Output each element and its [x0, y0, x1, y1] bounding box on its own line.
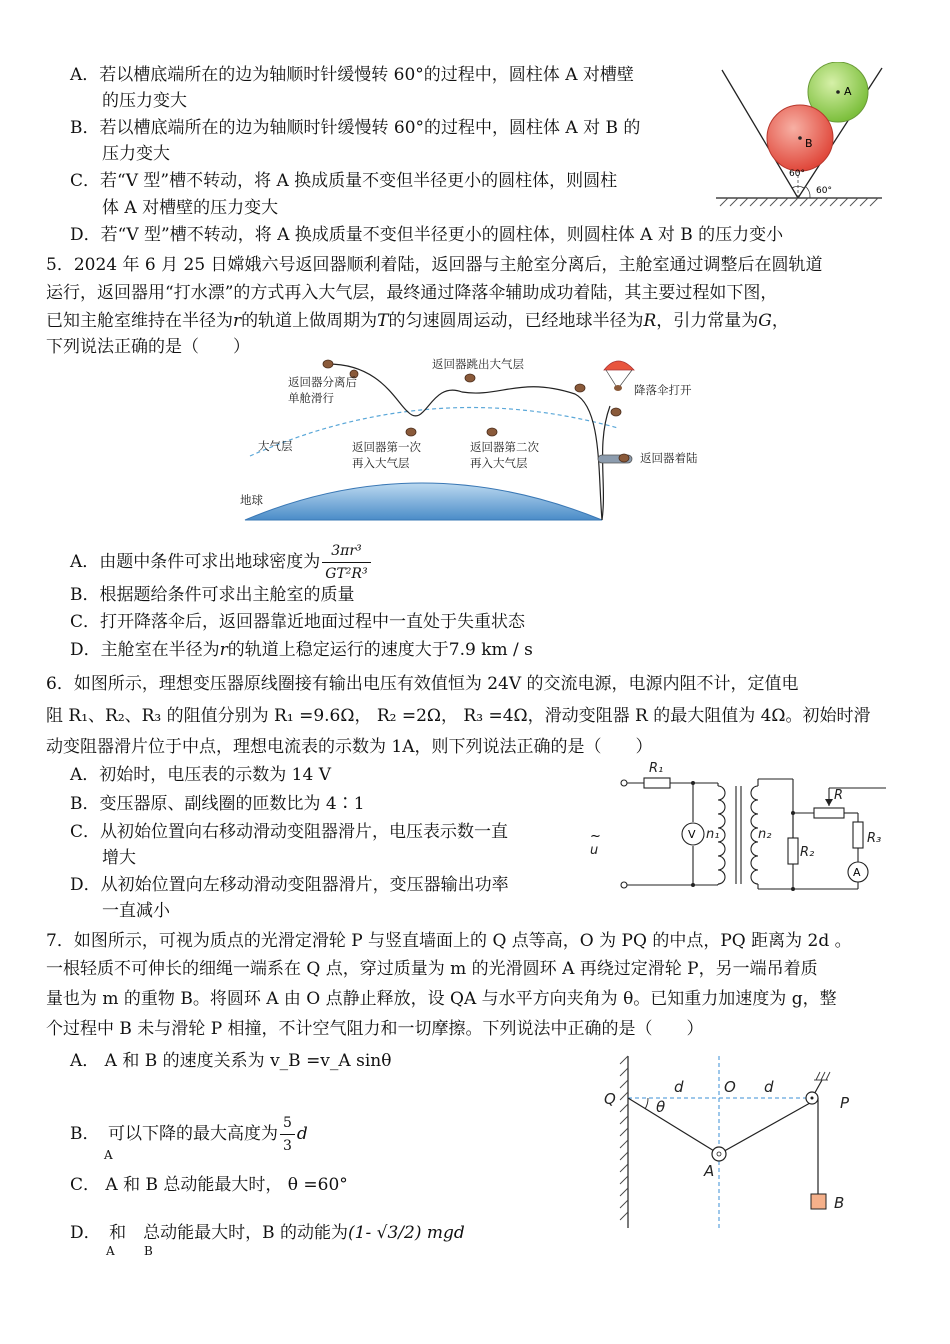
label-n2: n₂ — [758, 827, 772, 842]
label-r2: R₂ — [800, 845, 815, 860]
label-glide: 单舱滑行 — [288, 391, 334, 405]
label-first-reentry-2: 再入大气层 — [352, 456, 410, 470]
q5-option-b: B．根据题给条件可求出主舱室的质量 — [70, 585, 355, 605]
q4-option-c-line2: 体 A 对槽壁的压力变大 — [102, 198, 279, 218]
label-a: A — [704, 1162, 715, 1180]
label-landing: 返回器着陆 — [640, 451, 698, 465]
q6-option-c-line1: C．从初始位置向右移动滑动变阻器滑片，电压表示数一直 — [70, 822, 509, 842]
q4-option-c-line1: C．若“V 型”槽不转动，将 A 换成质量不变但半径更小的圆柱体，则圆柱 — [70, 171, 618, 191]
label-d-right: d — [764, 1078, 774, 1096]
q6-option-c-line2: 增大 — [102, 848, 136, 868]
label-r1: R₁ — [649, 761, 664, 776]
q6-option-d-line1: D．从初始位置向左移动滑动变阻器滑片，变压器输出功率 — [70, 875, 509, 895]
q7-option-d-sub-a: A — [106, 1244, 115, 1258]
q7-option-d: D． 和 总动能最大时，B 的动能为(1- √3/2) mgd — [70, 1223, 465, 1243]
label-atmosphere: 大气层 — [258, 439, 293, 453]
q7-option-c: C． A 和 B 总动能最大时， θ =60° — [70, 1175, 348, 1195]
q5-stem-line1: 5．2024 年 6 月 25 日嫦娥六号返回器顺利着陆，返回器与主舱室分离后，主舱室通过调整后在圆轨道 — [46, 255, 823, 275]
label-r3: R₃ — [867, 831, 882, 846]
q6-stem-line3: 动变阻器滑片位于中点，理想电流表的示数为 1A，则下列说法正确的是（ ） — [46, 737, 653, 757]
q6-circuit-figure — [586, 756, 886, 894]
q4-option-d: D．若“V 型”槽不转动，将 A 换成质量不变但半径更小的圆柱体，则圆柱体 A 对 B 的压力变小 — [70, 225, 784, 245]
q7-option-b: B． 可以下降的最大高度为 $\frac{5}{3}$ d — [70, 1112, 308, 1157]
q5-option-c: C．打开降落伞后，返回器靠近地面过程中一直处于失重状态 — [70, 612, 526, 632]
q5-option-a: A．由题中条件可求出地球密度为 $\frac{\text{3πr³}}{\text{GT²R³}}$ — [70, 540, 373, 585]
label-u: u — [590, 843, 599, 858]
resistor-r2 — [788, 838, 798, 864]
q4-option-a-line2: 的压力变大 — [102, 91, 187, 111]
q5-stem-line4: 下列说法正确的是（ ） — [46, 337, 250, 357]
resistor-r3 — [853, 822, 863, 848]
q4-label-b: B — [805, 137, 813, 150]
q6-stem-line1: 6．如图所示，理想变压器原线圈接有输出电压有效值恒为 24V 的交流电源，电源内阻不计，定值电 — [46, 674, 799, 694]
label-first-reentry-1: 返回器第一次 — [352, 440, 421, 454]
label-a: A — [853, 866, 861, 879]
q6-option-b: B．变压器原、副线圈的匝数比为 4∶1 — [70, 794, 365, 814]
earth-shape — [245, 483, 602, 520]
q4-angle-1: 60° — [789, 169, 805, 179]
label-v: V — [688, 828, 696, 841]
q5-return-trajectory-figure — [230, 354, 730, 528]
weight-b — [811, 1194, 826, 1209]
q4-v-groove-figure — [712, 62, 884, 210]
label-r: R — [834, 788, 844, 803]
atmosphere-boundary — [250, 408, 618, 456]
q7-stem-line2: 一根轻质不可伸长的细绳一端系在 Q 点，穿过质量为 m 的光滑圆环 A 再绕过定滑轮 P，另一端吊着质 — [46, 959, 818, 979]
secondary-coil — [751, 786, 758, 884]
ac-source-icon: ~ — [590, 829, 601, 844]
q5-stem-line3: 已知主舱室维持在半径为r的轨道上做周期为T的匀速圆周运动，已经地球半径为R，引力常量为G， — [46, 311, 789, 331]
label-earth: 地球 — [240, 493, 263, 507]
capsule-icon — [323, 360, 333, 368]
ring-a — [712, 1147, 726, 1161]
q4-option-b-line1: B．若以槽底端所在的边为轴顺时针缓慢转 60°的过程中，圆柱体 A 对 B 的 — [70, 118, 641, 138]
label-q: Q — [604, 1090, 616, 1108]
q5-option-d: D．主舱室在半径为r的轨道上稳定运行的速度大于7.9 km / s — [70, 640, 533, 660]
q6-stem-line2: 阻 R₁、R₂、R₃ 的阻值分别为 R₁ =9.6Ω， R₂ =2Ω， R₃ =4Ω，滑动变阻器 R 的最大阻值为 4Ω。初始时滑 — [46, 706, 871, 726]
q7-stem-line1: 7．如图所示，可视为质点的光滑定滑轮 P 与竖直墙面上的 Q 点等高，O 为 PQ 的中点，PQ 距离为 2d 。 — [46, 931, 852, 951]
q7-pulley-figure — [600, 1052, 862, 1232]
q4-option-a-line1: A．若以槽底端所在的边为轴顺时针缓慢转 60°的过程中，圆柱体 A 对槽壁 — [70, 65, 634, 85]
resistor-r1 — [644, 778, 670, 788]
q6-option-d-line2: 一直减小 — [102, 901, 170, 921]
label-second-reentry-1: 返回器第二次 — [470, 440, 539, 454]
label-n1: n₁ — [706, 827, 720, 842]
label-separation: 返回器分离后 — [288, 375, 357, 389]
q5-stem-line2: 运行，返回器用“打水漂”的方式再入大气层，最终通过降落伞辅助成功着陆，其主要过程如下图， — [46, 283, 778, 303]
label-d-left: d — [674, 1078, 684, 1096]
q7-stem-line3: 量也为 m 的重物 B。将圆环 A 由 O 点静止释放，设 QA 与水平方向夹角为 θ。已知重力加速度为 g，整 — [46, 989, 837, 1009]
q7-option-b-sub: A — [104, 1148, 113, 1162]
label-parachute: 降落伞打开 — [634, 383, 692, 397]
rheostat-r — [814, 808, 844, 818]
q7-option-d-sub-b: B — [144, 1244, 153, 1258]
q4-option-b-line2: 压力变大 — [102, 144, 170, 164]
q4-angle-2: 60° — [816, 186, 832, 196]
label-theta: θ — [656, 1098, 666, 1116]
q7-stem-line4: 个过程中 B 未与滑轮 P 相撞，不计空气阻力和一切摩擦。下列说法中正确的是（ ） — [46, 1019, 704, 1039]
q7-option-a: A． A 和 B 的速度关系为 v_B =v_A sinθ — [70, 1051, 392, 1071]
q4-label-a: A — [844, 85, 852, 98]
q6-option-a: A．初始时，电压表的示数为 14 V — [70, 765, 331, 785]
label-b: B — [834, 1194, 845, 1212]
label-o: O — [724, 1078, 736, 1096]
parachute-icon — [604, 361, 634, 391]
label-jump: 返回器跳出大气层 — [432, 357, 524, 371]
label-p: P — [840, 1094, 850, 1112]
label-second-reentry-2: 再入大气层 — [470, 456, 528, 470]
